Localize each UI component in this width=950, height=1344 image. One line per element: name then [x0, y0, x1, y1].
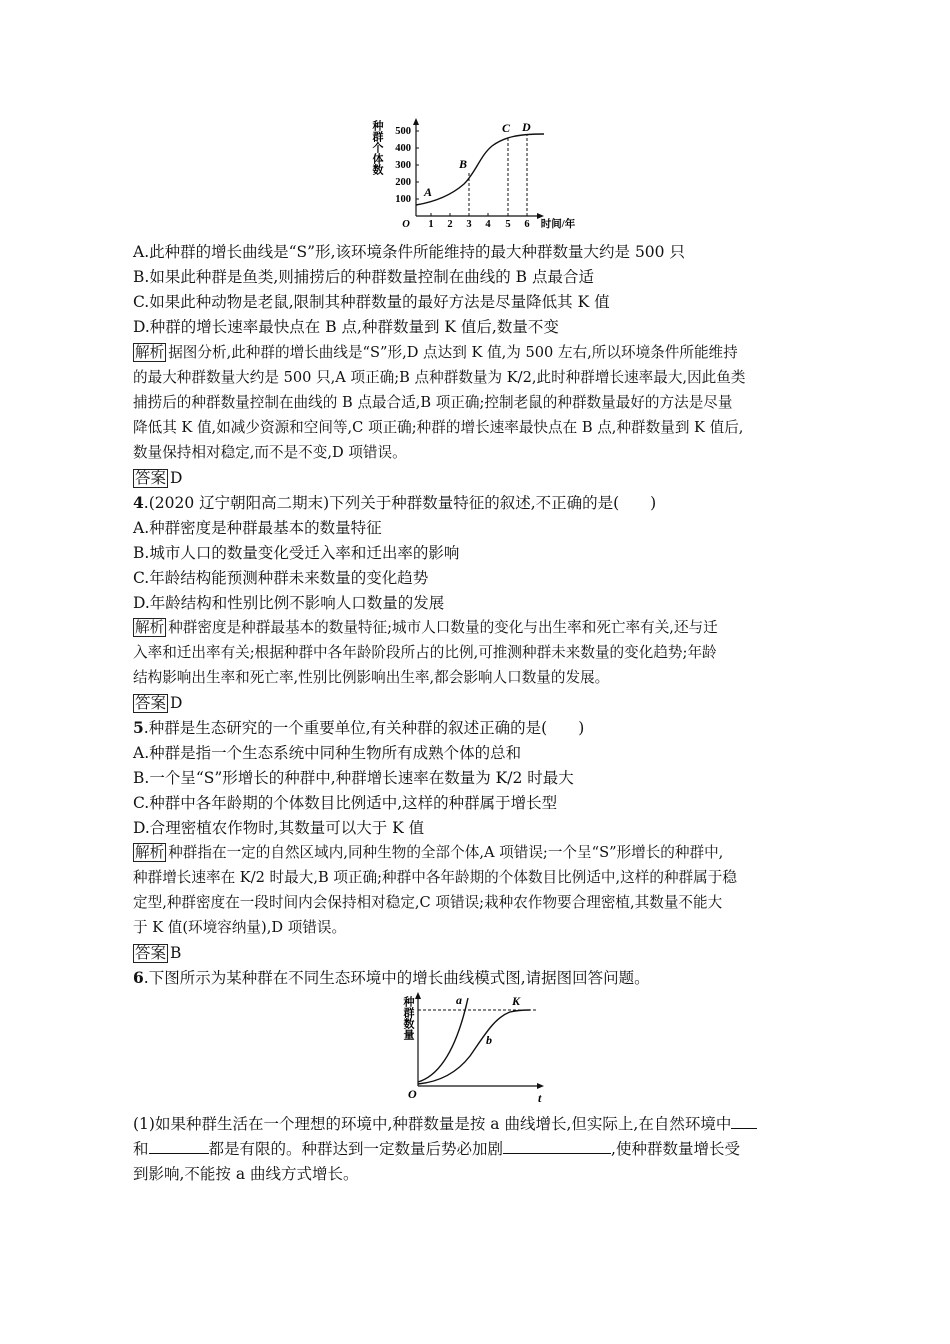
- chart1-xtick-6: 6: [524, 219, 530, 230]
- chart1-point-d: D: [522, 120, 531, 134]
- analysis-tag: 解析: [135, 844, 165, 861]
- q5-option-b: B.一个呈“S”形增长的种群中,种群增长速率在数量为 K/2 时最大: [133, 769, 574, 787]
- q4-option-d: D.年龄结构和性别比例不影响人口数量的发展: [133, 594, 445, 612]
- curve-a-label: a: [456, 993, 462, 1007]
- answer-blank-2[interactable]: [149, 1138, 209, 1154]
- q5-option-d: D.合理密植农作物时,其数量可以大于 K 值: [133, 819, 425, 837]
- chart1-ytick-300: 300: [395, 160, 411, 171]
- q3-analysis-line-4: 降低其 K 值,如减少资源和空间等,C 项正确;种群的增长速率最快点在 B 点,种群数量到 K 值后,: [133, 419, 744, 436]
- chart1-ylabel: 种群个体数: [371, 120, 383, 175]
- answer-tag: 答案: [135, 469, 167, 487]
- growth-curves-chart: [398, 990, 558, 1106]
- q5-analysis-line-4: 于 K 值(环境容纳量),D 项错误。: [133, 919, 347, 936]
- chart1-origin: O: [402, 219, 410, 230]
- chart2-ylabel: 种群数量: [402, 996, 414, 1040]
- curve-b-label: b: [486, 1033, 492, 1047]
- chart1-xtick-2: 2: [447, 219, 453, 230]
- q6-sub1-line-2: 和 都是有限的。种群达到一定数量后势必加剧 ,使种群数量增长受: [133, 1140, 740, 1158]
- q5-stem: 5.种群是生态研究的一个重要单位,有关种群的叙述正确的是( ): [133, 718, 585, 737]
- q3-option-c: C.如果此种动物是老鼠,限制其种群数量的最好方法是尽量降低其 K 值: [133, 293, 610, 311]
- q3-option-a: A.此种群的增长曲线是“S”形,该环境条件所能维持的最大种群数量大约是 500 只: [133, 243, 685, 261]
- chart1-point-b: B: [459, 157, 468, 171]
- analysis-tag: 解析: [135, 344, 165, 361]
- q5-analysis-line-2: 种群增长速率在 K/2 时最大,B 项正确;种群中各年龄期的个体数目比例适中,这样的种群属于稳: [133, 869, 737, 886]
- q4-analysis-line-2: 入率和迁出率有关;根据种群中各年龄阶段所占的比例,可推测种群未来数量的变化趋势;年龄: [133, 644, 717, 661]
- chart1-s-curve: [416, 134, 544, 205]
- chart1-ytick-400: 400: [395, 143, 411, 154]
- q5-answer: 答案 B: [135, 944, 182, 962]
- k-label: K: [512, 994, 521, 1008]
- chart2-origin: O: [408, 1087, 417, 1101]
- chart1-point-c: C: [502, 121, 511, 135]
- q3-analysis-line-1: 解析 据图分析,此种群的增长曲线是“S”形,D 点达到 K 值,为 500 左右,所以环境条件所能维持: [135, 344, 738, 361]
- q3-analysis-line-5: 数量保持相对稳定,而不是不变,D 项错误。: [133, 444, 407, 461]
- population-growth-chart: [368, 110, 588, 235]
- q5-option-a: A.种群是指一个生态系统中同种生物所有成熟个体的总和: [133, 744, 522, 762]
- chart1-xlabel: 时间/年: [540, 219, 576, 230]
- q5-analysis-line-3: 定型,种群密度在一段时间内会保持相对稳定,C 项错误;栽种农作物要合理密植,其数量不能大: [133, 894, 723, 911]
- chart2-xlabel: t: [538, 1091, 542, 1105]
- chart1-xtick-3: 3: [466, 219, 472, 230]
- curve-a: [418, 998, 468, 1082]
- analysis-tag: 解析: [135, 619, 165, 636]
- q4-option-b: B.城市人口的数量变化受迁入率和迁出率的影响: [133, 544, 460, 562]
- chart1-point-a: A: [424, 185, 433, 199]
- q5-analysis-line-1: 解析 种群指在一定的自然区域内,同种生物的全部个体,A 项错误;一个呈“S”形增长的种群中,: [135, 844, 724, 861]
- q3-analysis-line-2: 的最大种群数量大约是 500 只,A 项正确;B 点种群数量为 K/2,此时种群增长速率最大,因此鱼类: [133, 369, 746, 386]
- q3-answer: 答案 D: [135, 469, 183, 487]
- q3-analysis-line-3: 捕捞后的种群数量控制在曲线的 B 点最合适,B 项正确;控制老鼠的种群数量最好的方法是尽量: [133, 394, 733, 411]
- chart1-xtick-4: 4: [485, 219, 491, 230]
- q4-option-a: A.种群密度是种群最基本的数量特征: [133, 519, 382, 537]
- q3-option-d: D.种群的增长速率最快点在 B 点,种群数量到 K 值后,数量不变: [133, 318, 559, 336]
- q3-option-b: B.如果此种群是鱼类,则捕捞后的种群数量控制在曲线的 B 点最合适: [133, 268, 594, 286]
- q6-stem: 6.下图所示为某种群在不同生态环境中的增长曲线模式图,请据图回答问题。: [133, 968, 650, 987]
- chart1-ytick-200: 200: [395, 177, 411, 188]
- q4-analysis-line-3: 结构影响出生率和死亡率,性别比例影响出生率,都会影响人口数量的发展。: [133, 669, 610, 686]
- q4-option-c: C.年龄结构能预测种群未来数量的变化趋势: [133, 569, 429, 587]
- q4-stem: 4.(2020 辽宁朝阳高二期末)下列关于种群数量特征的叙述,不正确的是( ): [133, 493, 657, 512]
- chart1-xtick-5: 5: [505, 219, 511, 230]
- q4-answer: 答案 D: [135, 694, 183, 712]
- q6-sub1-line-3: 到影响,不能按 a 曲线方式增长。: [133, 1165, 359, 1183]
- q6-sub1-line-1: (1)如果种群生活在一个理想的环境中,种群数量是按 a 曲线增长,但实际上,在自然环境中: [133, 1113, 757, 1135]
- q4-analysis-line-1: 解析 种群密度是种群最基本的数量特征;城市人口数量的变化与出生率和死亡率有关,还与迁: [135, 619, 718, 636]
- chart1-ytick-500: 500: [395, 126, 411, 137]
- chart1-ytick-100: 100: [395, 194, 411, 205]
- chart1-xtick-1: 1: [428, 219, 434, 230]
- answer-tag: 答案: [135, 944, 167, 962]
- q5-option-c: C.种群中各年龄期的个体数目比例适中,这样的种群属于增长型: [133, 794, 558, 812]
- answer-blank-3[interactable]: [503, 1138, 611, 1154]
- answer-blank-1[interactable]: [731, 1113, 757, 1129]
- answer-tag: 答案: [135, 694, 167, 712]
